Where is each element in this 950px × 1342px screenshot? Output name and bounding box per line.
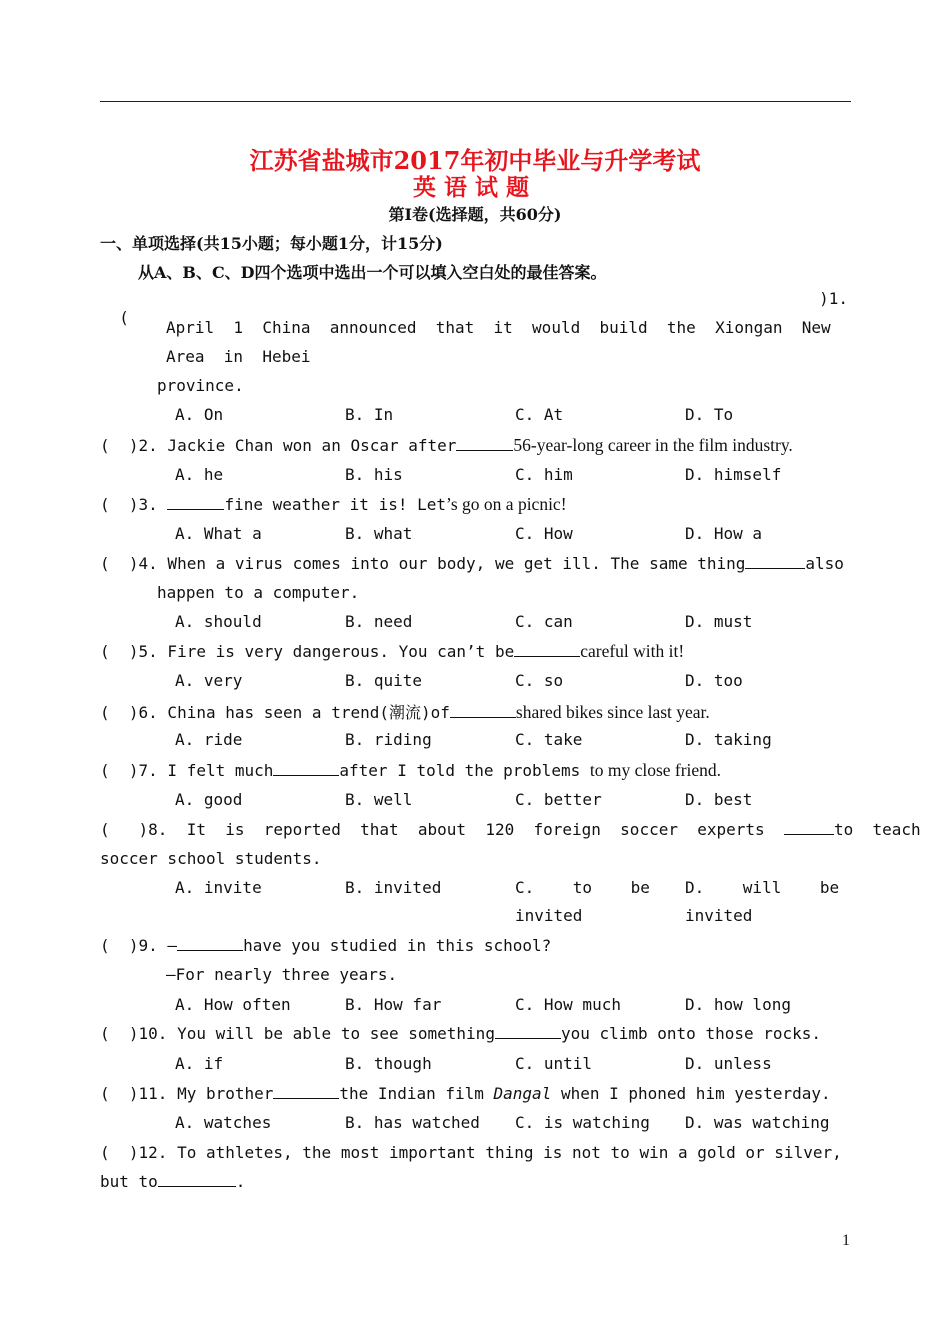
question-6-line	[100, 700, 852, 723]
question-12-cont-suffix: .	[235, 1172, 246, 1191]
question-8-line	[100, 820, 921, 839]
q4-option-d: D. must	[685, 612, 753, 631]
question-4-line	[100, 554, 852, 573]
question-9-line	[100, 936, 852, 955]
q8-option-c: C. to be	[515, 878, 650, 897]
question-8-prefix: ( )8. It is reported that about 120 foreign soccer experts	[100, 820, 784, 839]
question-1-stem-end: province.	[157, 376, 244, 395]
question-3-suffix: ’s go on a picnic!	[446, 494, 567, 514]
q4-option-c: C. can	[515, 612, 573, 631]
question-12-cont	[100, 1172, 852, 1191]
question-1-stem-cont: Area in Hebei	[166, 347, 311, 366]
question-4-cont: happen to a computer.	[157, 583, 360, 602]
q5-option-b: B. quite	[345, 671, 423, 690]
question-4-blank	[745, 554, 805, 569]
question-1-stem: April 1 China announced that it would build the Xiongan New	[166, 318, 831, 337]
exam-subtitle: 英语试题	[413, 174, 537, 201]
question-11-blank	[273, 1084, 339, 1099]
question-12-cont-prefix: but to	[100, 1172, 158, 1191]
q3-option-d: D. How a	[685, 524, 763, 543]
question-1-number: )1.	[819, 289, 848, 308]
q5-option-a: A. very	[175, 671, 243, 690]
question-9-blank	[177, 936, 243, 951]
question-9-prefix: ( )9. —	[100, 936, 178, 955]
q11-option-a: A. watches	[175, 1113, 272, 1132]
question-8-cont: soccer school students.	[100, 849, 322, 868]
part-title: 第Ⅰ卷(选择题，共60分)	[388, 205, 562, 224]
q10-option-a: A. if	[175, 1054, 224, 1073]
q9-option-d: D. how long	[685, 995, 791, 1014]
question-7-blank	[273, 761, 339, 776]
q9-option-a: A. How often	[175, 995, 291, 1014]
question-11-suffix: when I phoned him yesterday.	[551, 1084, 831, 1103]
question-10-prefix: ( )10. You will be able to see something	[100, 1024, 495, 1043]
q10-option-c: C. until	[515, 1054, 593, 1073]
q6-option-a: A. ride	[175, 730, 243, 749]
q10-option-d: D. unless	[685, 1054, 772, 1073]
q1-option-c: C. At	[515, 405, 564, 424]
question-12-line: ( )12. To athletes, the most important thing is not to win a gold or silver,	[100, 1143, 842, 1162]
q10-option-b: B. though	[345, 1054, 432, 1073]
q6-option-c: C. take	[515, 730, 583, 749]
q5-option-c: C. so	[515, 671, 564, 690]
q6-option-d: D. taking	[685, 730, 772, 749]
section-instruction: 从A、B、C、D四个选项中选出一个可以填入空白处的最佳答案。	[138, 263, 607, 282]
question-5-prefix: ( )5. Fire is very dangerous. You can’t be	[100, 642, 515, 661]
question-5-blank	[514, 642, 580, 657]
q2-option-b: B. his	[345, 465, 403, 484]
question-3-line	[100, 494, 852, 515]
question-6-blank	[450, 703, 516, 718]
question-1-paren: (	[119, 308, 129, 327]
question-7-suffix: to my close friend.	[589, 760, 722, 780]
q8-option-b: B. invited	[345, 878, 442, 897]
question-9-answer: —For nearly three years.	[166, 965, 398, 984]
question-4-suffix: also	[805, 554, 844, 573]
section-heading: 一、单项选择(共15小题；每小题1分，计15分)	[100, 234, 443, 253]
question-8-suffix: to teach	[833, 820, 921, 839]
question-2-suffix: 56-year-long career in the film industry.	[513, 435, 793, 455]
question-11-prefix: ( )11. My brother	[100, 1084, 274, 1103]
q3-option-c: C. How	[515, 524, 573, 543]
q11-option-d: D. was watching	[685, 1113, 830, 1132]
q8-option-d: D. will be	[685, 878, 840, 897]
q2-option-d: D. himself	[685, 465, 782, 484]
q8-option-d-cont: invited	[685, 906, 753, 925]
q11-option-c: C. is watching	[515, 1113, 650, 1132]
q9-option-c: C. How much	[515, 995, 621, 1014]
q4-option-a: A. should	[175, 612, 262, 631]
question-9-suffix: have you studied in this school?	[243, 936, 552, 955]
q5-option-d: D. too	[685, 671, 743, 690]
q7-option-b: B. well	[345, 790, 413, 809]
question-7-suffix-mono: after I told the problems	[339, 761, 590, 780]
q7-option-c: C. better	[515, 790, 602, 809]
question-3-blank	[167, 495, 224, 510]
q8-option-a: A. invite	[175, 878, 262, 897]
q1-option-b: B. In	[345, 405, 394, 424]
question-5-line	[100, 641, 852, 662]
q11-option-b: B. has watched	[345, 1113, 480, 1132]
question-11-suffix-a: the Indian film	[339, 1084, 494, 1103]
question-8-blank	[784, 820, 834, 835]
question-10-blank	[495, 1024, 561, 1039]
question-7-line	[100, 760, 852, 781]
q2-option-a: A. he	[175, 465, 224, 484]
question-12-blank	[158, 1172, 236, 1187]
q7-option-a: A. good	[175, 790, 243, 809]
question-3-prefix: ( )3.	[100, 495, 168, 514]
q9-option-b: B. How far	[345, 995, 442, 1014]
question-2-prefix: ( )2. Jackie Chan won an Oscar after	[100, 436, 457, 455]
q1-option-a: A. On	[175, 405, 224, 424]
question-11-line	[100, 1084, 852, 1103]
page-number: 1	[842, 1232, 850, 1249]
q4-option-b: B. need	[345, 612, 413, 631]
q1-option-d: D. To	[685, 405, 734, 424]
exam-title: 江苏省盐城市2017年初中毕业与升学考试	[249, 146, 701, 175]
q3-option-a: A. What a	[175, 524, 262, 543]
question-5-suffix: careful with it!	[580, 641, 685, 661]
question-10-line	[100, 1024, 852, 1043]
q2-option-c: C. him	[515, 465, 573, 484]
q8-option-c-cont: invited	[515, 906, 583, 925]
q6-option-b: B. riding	[345, 730, 432, 749]
question-4-prefix: ( )4. When a virus comes into our body, we get ill. The same thing	[100, 554, 746, 573]
question-11-film-title: Dangal	[493, 1084, 552, 1103]
question-10-suffix: you climb onto those rocks.	[560, 1024, 822, 1043]
question-7-prefix: ( )7. I felt much	[100, 761, 274, 780]
question-2-line	[100, 435, 852, 456]
q3-option-b: B. what	[345, 524, 413, 543]
top-rule	[100, 101, 851, 102]
q7-option-d: D. best	[685, 790, 753, 809]
question-3-suffix-mono: fine weather it is! Let	[224, 495, 446, 514]
question-6-prefix: ( )6. China has seen a trend(潮流)of	[100, 703, 450, 722]
question-2-blank	[456, 436, 513, 451]
question-6-suffix: shared bikes since last year.	[515, 702, 710, 722]
